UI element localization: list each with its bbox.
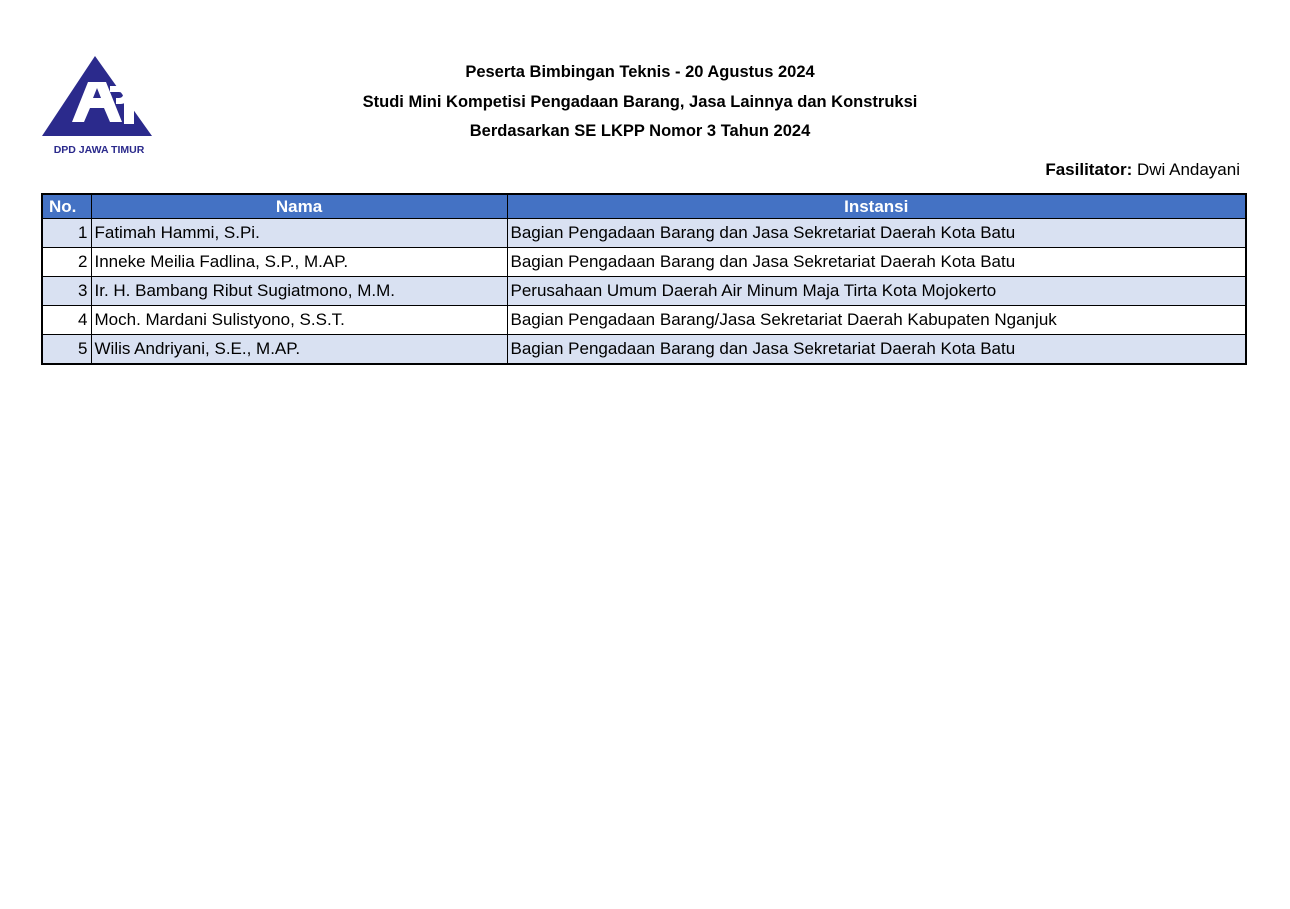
cell-no: 4 xyxy=(42,306,91,335)
table-header-row xyxy=(42,194,1246,219)
document-title xyxy=(160,58,1120,147)
cell-instansi: Perusahaan Umum Daerah Air Minum Maja Tirta Kota Mojokerto xyxy=(507,277,1246,306)
column-header-instansi: Instansi xyxy=(507,194,1246,219)
column-header-nama: Nama xyxy=(91,194,507,219)
title-line-3: Berdasarkan SE LKPP Nomor 3 Tahun 2024 xyxy=(469,122,811,140)
cell-nama: Moch. Mardani Sulistyono, S.S.T. xyxy=(91,306,507,335)
table-row xyxy=(42,306,1246,335)
facilitator xyxy=(1045,158,1240,182)
cell-no: 1 xyxy=(42,219,91,248)
cell-nama: Fatimah Hammi, S.Pi. xyxy=(91,219,507,248)
cell-instansi: Bagian Pengadaan Barang dan Jasa Sekretariat Daerah Kota Batu xyxy=(507,335,1246,365)
cell-no: 5 xyxy=(42,335,91,365)
table-row xyxy=(42,248,1246,277)
logo-caption: DPD JAWA TIMUR xyxy=(53,144,145,156)
table-row xyxy=(42,335,1246,365)
cell-no: 2 xyxy=(42,248,91,277)
cell-instansi: Bagian Pengadaan Barang dan Jasa Sekretariat Daerah Kota Batu xyxy=(507,248,1246,277)
cell-nama: Ir. H. Bambang Ribut Sugiatmono, M.M. xyxy=(91,277,507,306)
cell-nama: Wilis Andriyani, S.E., M.AP. xyxy=(91,335,507,365)
api-logo xyxy=(40,52,158,160)
table-row xyxy=(42,277,1246,306)
column-header-no: No. xyxy=(42,194,91,219)
facilitator-name: Dwi Andayani xyxy=(1136,160,1240,179)
cell-instansi: Bagian Pengadaan Barang dan Jasa Sekretariat Daerah Kota Batu xyxy=(507,219,1246,248)
facilitator-label: Fasilitator: xyxy=(1045,160,1133,179)
cell-no: 3 xyxy=(42,277,91,306)
participants-table xyxy=(41,193,1247,365)
title-line-1: Peserta Bimbingan Teknis - 20 Agustus 2024 xyxy=(465,63,815,81)
cell-nama: Inneke Meilia Fadlina, S.P., M.AP. xyxy=(91,248,507,277)
title-line-2: Studi Mini Kompetisi Pengadaan Barang, Jasa Lainnya dan Konstruksi xyxy=(362,92,918,111)
table-row xyxy=(42,219,1246,248)
cell-instansi: Bagian Pengadaan Barang/Jasa Sekretariat Daerah Kabupaten Nganjuk xyxy=(507,306,1246,335)
